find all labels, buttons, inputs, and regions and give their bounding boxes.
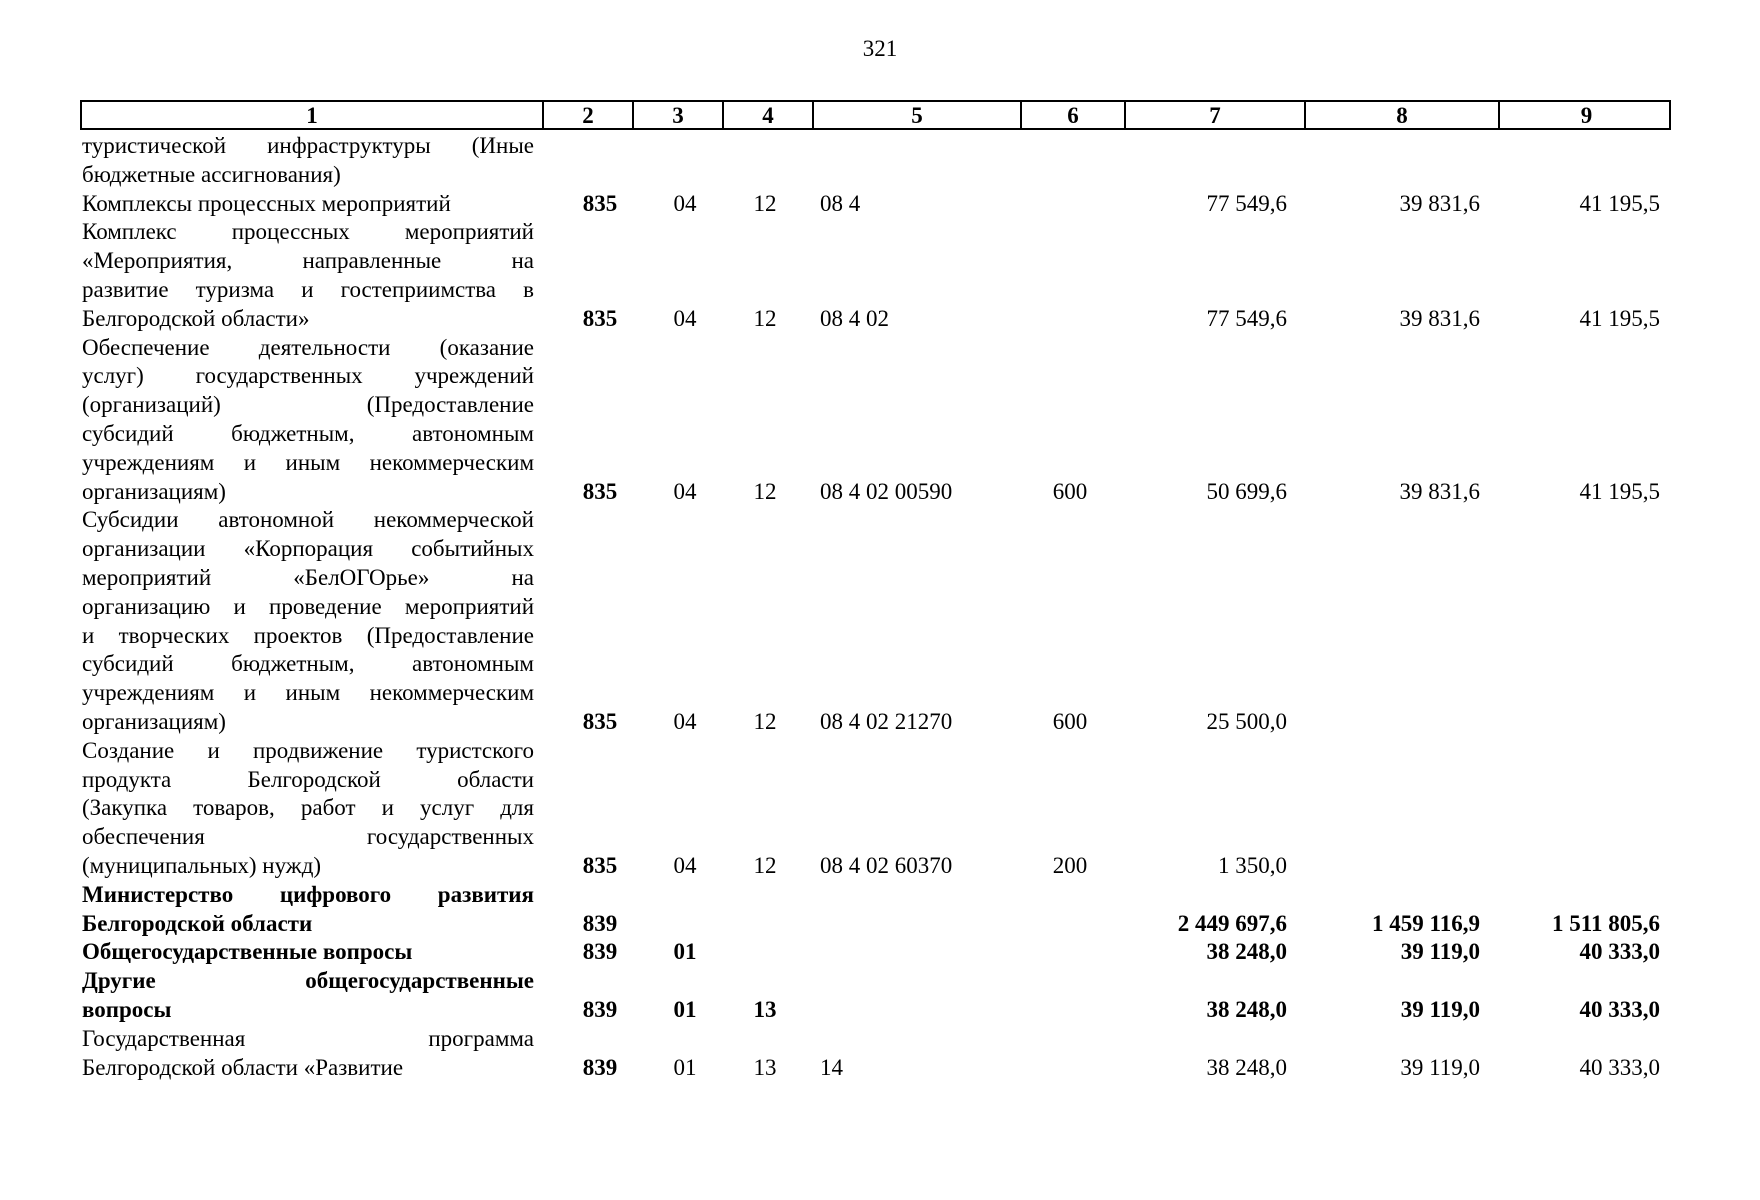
cell-col-7: 1 350,0	[1218, 853, 1287, 878]
cell-col-8: 39 831,6	[1399, 190, 1480, 216]
description-line: (муниципальных) нужд)	[82, 852, 322, 878]
description-line: (организаций) (Предоставление	[82, 392, 534, 418]
row-description	[82, 967, 534, 1025]
cell-col-3: 01	[673, 939, 697, 965]
cell-col-5: 08 4 02 21270	[820, 708, 953, 734]
description-line: учреждениям и иным некоммерческим	[82, 680, 534, 706]
cell-col-4: 12	[753, 190, 777, 216]
row-description	[82, 132, 534, 190]
description-line: обеспечения государственных	[82, 824, 534, 850]
cell-col-8: 39 119,0	[1400, 1054, 1480, 1080]
description-line: и творческих проектов (Предоставление	[82, 622, 534, 648]
row-description	[82, 1025, 534, 1083]
description-line: Белгородской области	[82, 910, 313, 936]
description-line: учреждениям и иным некоммерческим	[82, 449, 534, 475]
row-description	[82, 334, 534, 507]
description-line: мероприятий «БелОГОрье» на	[82, 564, 534, 590]
cell-col-2: 835	[582, 708, 618, 734]
cell-col-8: 39 119,0	[1400, 996, 1480, 1022]
cell-col-4: 12	[753, 708, 777, 734]
header-col-1: 1	[306, 103, 318, 128]
cell-col-2: 835	[582, 305, 618, 331]
cell-col-4: 12	[753, 478, 777, 504]
cell-col-8: 39 831,6	[1399, 305, 1480, 331]
table-row	[80, 881, 1671, 939]
description-line: организациям)	[82, 708, 226, 734]
description-line: развитие туризма и гостеприимства в	[82, 276, 534, 302]
description-line: Создание и продвижение туристского	[82, 737, 534, 763]
description-line: субсидий бюджетным, автономным	[82, 420, 534, 446]
header-col-8: 8	[1304, 102, 1498, 128]
description-line: вопросы	[82, 996, 172, 1022]
cell-col-7: 38 248,0	[1206, 1054, 1287, 1080]
table-row	[80, 334, 1671, 507]
cell-col-8: 39 831,6	[1399, 478, 1480, 504]
description-line: Другие общегосударственные	[82, 968, 534, 994]
table-row	[80, 967, 1671, 1025]
row-description	[82, 737, 534, 881]
description-line: субсидий бюджетным, автономным	[82, 651, 534, 677]
description-line: услуг) государственных учреждений	[82, 363, 534, 389]
cell-col-6: 600	[1052, 478, 1088, 504]
header-col-4: 4	[722, 102, 812, 128]
cell-col-9: 40 333,0	[1579, 939, 1660, 965]
header-col-2: 2	[542, 102, 632, 128]
row-description	[82, 190, 534, 219]
row-description	[82, 506, 534, 736]
cell-col-3: 01	[673, 996, 697, 1022]
table-row	[80, 190, 1671, 219]
cell-col-3: 04	[673, 708, 697, 734]
header-col-9: 9	[1498, 102, 1673, 128]
cell-col-4: 12	[753, 853, 777, 878]
description-line: (Закупка товаров, работ и услуг для	[82, 795, 534, 821]
description-line: Белгородской области»	[82, 305, 310, 331]
cell-col-2: 839	[582, 1054, 618, 1080]
cell-col-2: 835	[582, 190, 618, 216]
description-line: организации «Корпорация событийных	[82, 536, 534, 562]
cell-col-4: 13	[753, 1054, 777, 1080]
header-col-3: 3	[632, 102, 722, 128]
description-line: Министерство цифрового развития	[82, 881, 534, 907]
cell-col-8: 39 119,0	[1400, 939, 1480, 965]
cell-col-2: 839	[582, 910, 618, 936]
description-line: Государственная программа	[82, 1025, 534, 1051]
table-row	[80, 132, 1671, 190]
description-line: организациям)	[82, 478, 226, 504]
cell-col-3: 04	[673, 190, 697, 216]
description-line: Обеспечение деятельности (оказание	[82, 334, 534, 360]
description-line: организацию и проведение мероприятий	[82, 593, 534, 619]
table-row	[80, 737, 1671, 881]
row-description	[82, 218, 534, 333]
cell-col-5: 08 4	[820, 190, 861, 216]
cell-col-4: 13	[753, 996, 777, 1022]
description-line: туристической инфраструктуры (Иные	[82, 133, 534, 158]
table-row	[80, 506, 1671, 736]
cell-col-5: 08 4 02 00590	[820, 478, 953, 504]
cell-col-7: 77 549,6	[1206, 305, 1287, 331]
cell-col-9: 41 195,5	[1579, 190, 1660, 216]
cell-col-7: 38 248,0	[1206, 939, 1287, 965]
cell-col-2: 835	[582, 478, 618, 504]
header-col-7: 7	[1124, 102, 1304, 128]
cell-col-7: 25 500,0	[1206, 708, 1287, 734]
page-number: 321	[862, 36, 898, 61]
cell-col-7: 38 248,0	[1206, 996, 1287, 1022]
cell-col-5: 08 4 02 60370	[820, 853, 953, 878]
cell-col-7: 77 549,6	[1206, 190, 1287, 216]
cell-col-9: 41 195,5	[1579, 305, 1660, 331]
cell-col-2: 839	[582, 939, 618, 965]
cell-col-7: 50 699,6	[1206, 478, 1287, 504]
cell-col-3: 04	[673, 305, 697, 331]
cell-col-3: 04	[673, 478, 697, 504]
cell-col-5: 14	[820, 1054, 843, 1080]
description-line: продукта Белгородской области	[82, 766, 534, 792]
cell-col-2: 839	[582, 996, 618, 1022]
header-col-6: 6	[1020, 102, 1124, 128]
cell-col-3: 04	[673, 853, 697, 878]
table-row	[80, 1025, 1671, 1083]
row-description	[82, 938, 534, 967]
cell-col-6: 200	[1052, 853, 1088, 878]
description-line: Субсидии автономной некоммерческой	[82, 507, 534, 533]
row-description	[82, 881, 534, 939]
description-line: бюджетные ассигнования)	[82, 161, 341, 187]
cell-col-8: 1 459 116,9	[1372, 910, 1480, 936]
description-line: Комплекс процессных мероприятий	[82, 219, 534, 245]
cell-col-6: 600	[1052, 708, 1088, 734]
cell-col-2: 835	[582, 853, 618, 878]
cell-col-5: 08 4 02	[820, 305, 889, 331]
description-line: Комплексы процессных мероприятий	[82, 190, 451, 216]
cell-col-9: 40 333,0	[1579, 1054, 1660, 1080]
header-col-5: 5	[812, 102, 1020, 128]
description-line: Общегосударственные вопросы	[82, 939, 413, 965]
cell-col-9: 40 333,0	[1579, 996, 1660, 1022]
description-line: «Мероприятия, направленные на	[82, 248, 534, 274]
table-row	[80, 938, 1671, 967]
cell-col-7: 2 449 697,6	[1177, 910, 1287, 936]
cell-col-3: 01	[673, 1054, 697, 1080]
table-header-row	[80, 100, 1671, 130]
cell-col-4: 12	[753, 305, 777, 331]
description-line: Белгородской области «Развитие	[82, 1054, 404, 1080]
cell-col-9: 41 195,5	[1579, 478, 1660, 504]
table-row	[80, 218, 1671, 333]
cell-col-9: 1 511 805,6	[1552, 910, 1660, 936]
